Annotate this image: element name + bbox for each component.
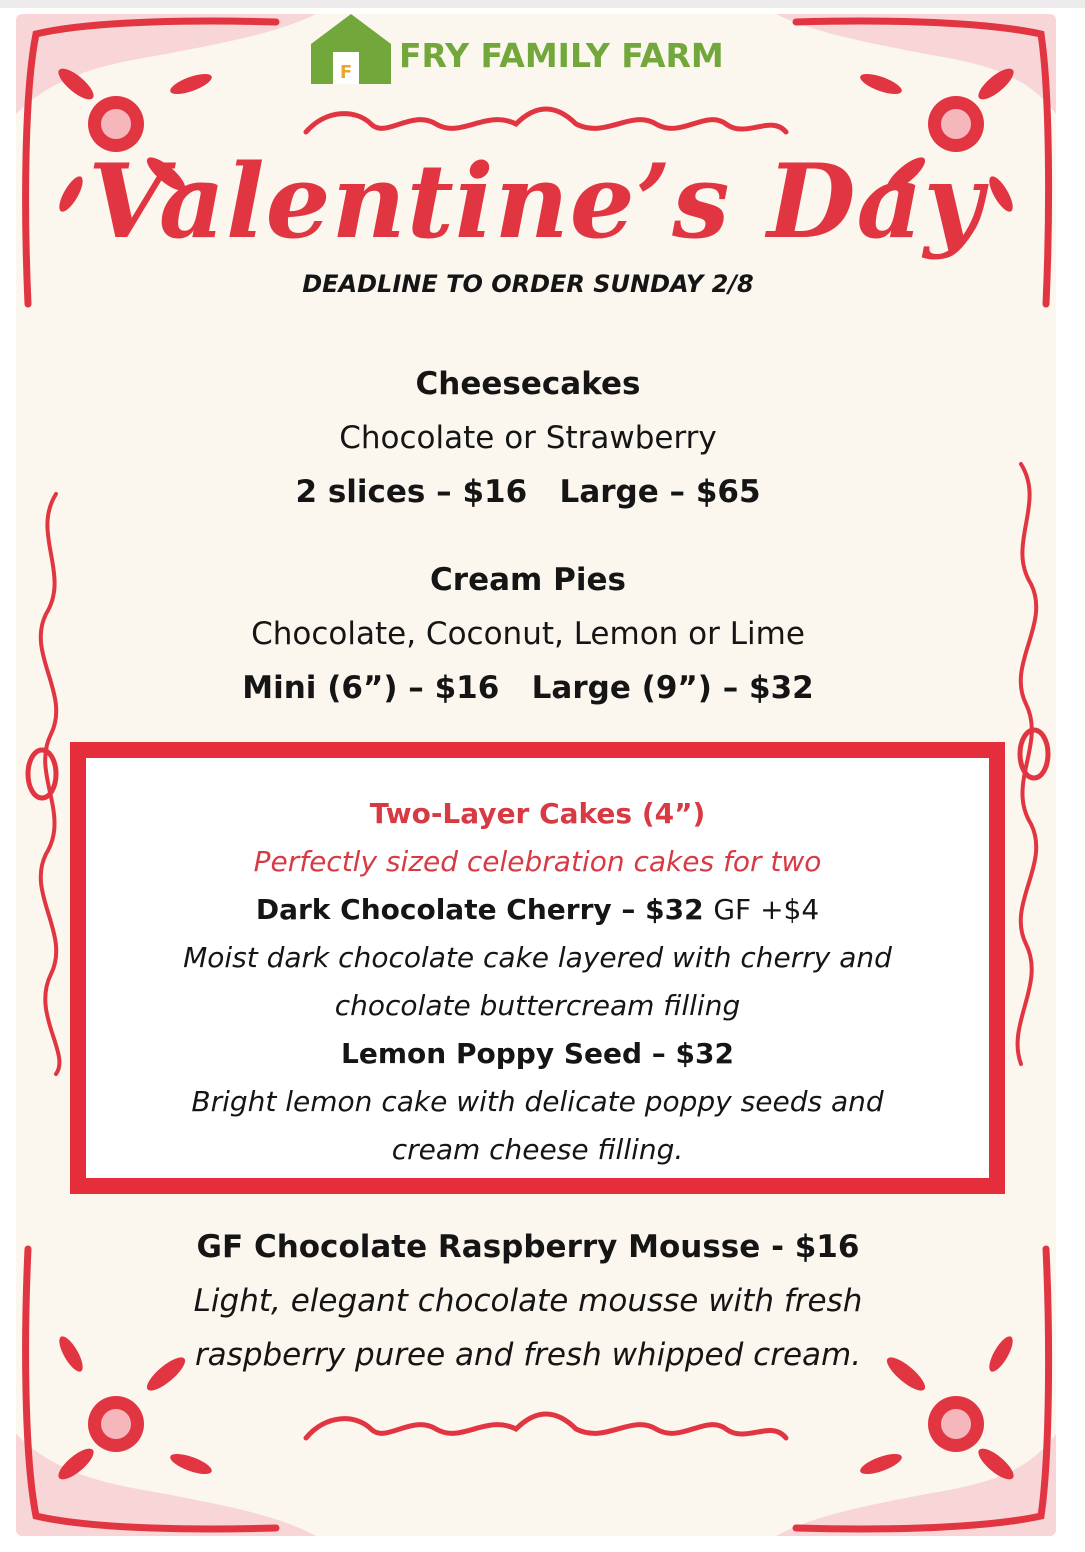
cheesecakes-section [0,357,1056,519]
cheesecakes-prices: 2 slices – $16 Large – $65 [295,474,761,510]
mousse-description: raspberry puree and fresh whipped cream. [194,1337,862,1373]
farm-name: FRY FAMILY FARM [399,35,724,75]
mousse-description: Light, elegant chocolate mousse with fresh [193,1283,863,1319]
cake-item-lemon-poppy-seed: Lemon Poppy Seed – $32 [341,1037,734,1070]
cheesecakes-heading: Cheesecakes [415,366,641,402]
cakes-heading: Two-Layer Cakes (4”) [369,797,706,830]
cream-pies-flavors: Chocolate, Coconut, Lemon or Lime [251,616,805,652]
top-strip [0,0,1085,8]
mousse-heading: GF Chocolate Raspberry Mousse - $16 [196,1229,860,1265]
cake-item-description: Bright lemon cake with delicate poppy seeds and [191,1085,884,1118]
cake-item-name: Dark Chocolate Cherry – $32 [255,893,704,926]
cheesecakes-flavors: Chocolate or Strawberry [339,420,717,456]
barn-icon [311,14,391,84]
cakes-subtitle: Perfectly sized celebration cakes for two [253,845,822,878]
cake-item-description: chocolate buttercream filling [334,989,741,1022]
cake-item-description: cream cheese filling. [391,1133,684,1166]
cream-pies-section [0,553,1056,715]
mousse-section [0,1220,1056,1382]
order-deadline: DEADLINE TO ORDER SUNDAY 2/8 [302,270,754,298]
cream-pies-heading: Cream Pies [430,562,626,598]
cake-item-description: Moist dark chocolate cake layered with cherry and [183,941,892,974]
cream-pies-prices: Mini (6”) – $16 Large (9”) – $32 [242,670,814,706]
cake-item-dark-chocolate-cherry [86,886,989,934]
page-title: Valentine’s Day [88,142,984,262]
farm-logo [311,14,724,84]
two-layer-cakes-box [70,742,1005,1194]
gluten-free-option: GF +$4 [713,893,820,926]
logo-letter: F [339,62,353,83]
